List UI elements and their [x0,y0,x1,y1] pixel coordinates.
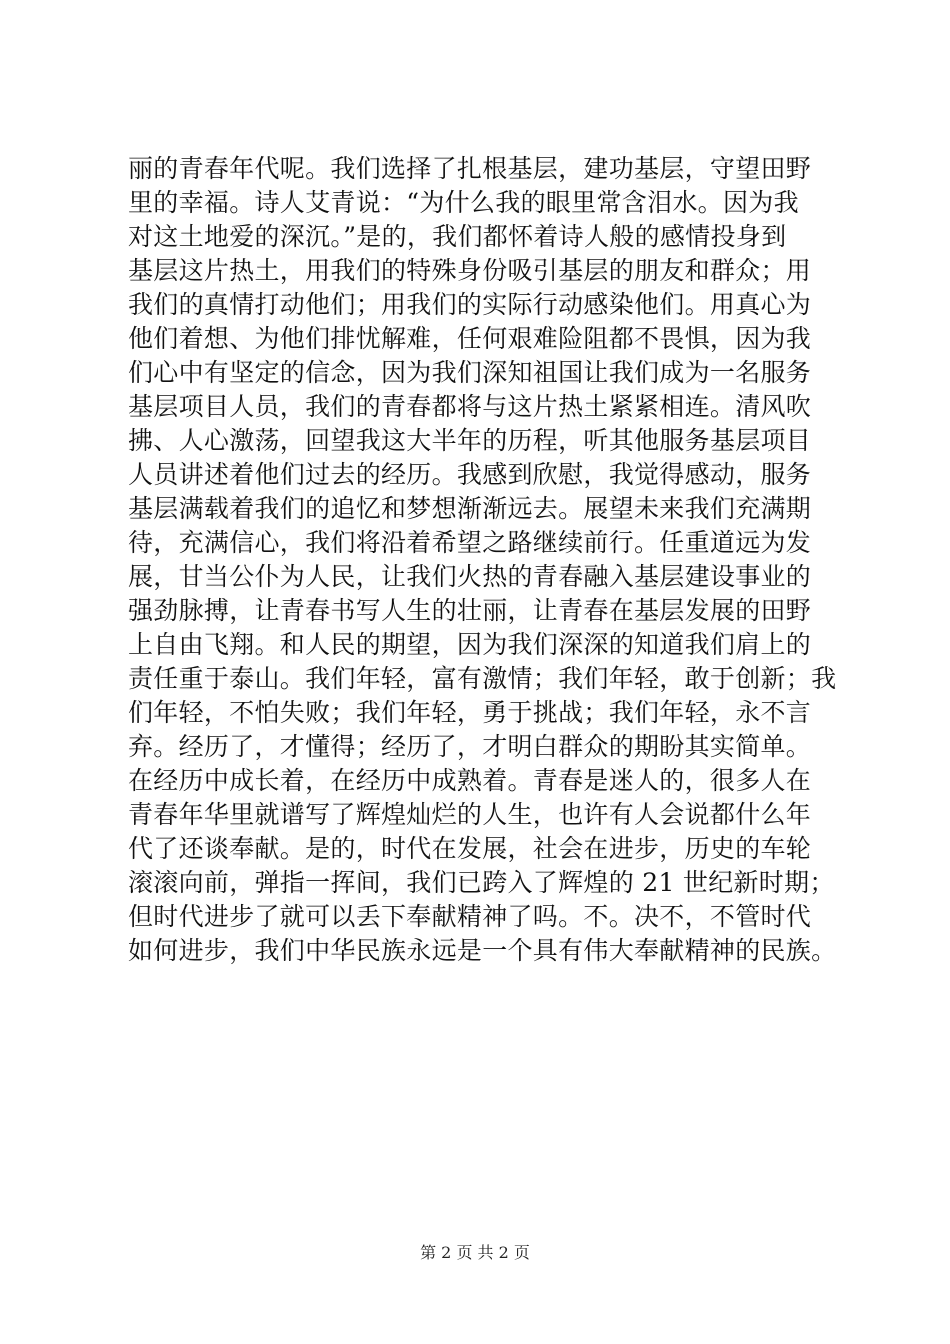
text-line: 基层项目人员，我们的青春都将与这片热土紧紧相连。清风吹 [128,392,812,421]
text-line: 弃。经历了，才懂得；经历了，才明白群众的期盼其实简单。 [128,732,812,761]
text-line: 基层满载着我们的追忆和梦想渐渐远去。展望未来我们充满期 [128,494,812,523]
text-line: 展，甘当公仆为人民，让我们火热的青春融入基层建设事业的 [128,562,812,591]
text-line: 强劲脉搏，让青春书写人生的壮丽，让青春在基层发展的田野 [128,596,812,625]
text-line: 对这土地爱的深沉。”是的，我们都怀着诗人般的感情投身到 [128,222,787,251]
text-line: 但时代进步了就可以丢下奉献精神了吗。不。决不，不管时代 [128,902,812,931]
text-line: 人员讲述着他们过去的经历。我感到欣慰，我觉得感动，服务 [128,460,812,489]
text-line: 青春年华里就谱写了辉煌灿烂的人生，也许有人会说都什么年 [128,800,812,829]
text-line: 丽的青春年代呢。我们选择了扎根基层，建功基层，守望田野 [128,154,812,183]
text-line: 基层这片热土，用我们的特殊身份吸引基层的朋友和群众；用 [128,256,812,285]
text-line: 我们的真情打动他们；用我们的实际行动感染他们。用真心为 [128,290,812,319]
text-line: 待，充满信心，我们将沿着希望之路继续前行。任重道远为发 [128,528,812,557]
text-line: 滚滚向前，弹指一挥间，我们已跨入了辉煌的 21 世纪新时期； [128,868,835,897]
page-number-footer: 第 2 页 共 2 页 [420,1243,530,1262]
text-line: 责任重于泰山。我们年轻，富有激情；我们年轻，敢于创新；我 [128,664,837,693]
text-line: 在经历中成长着，在经历中成熟着。青春是迷人的，很多人在 [128,766,812,795]
text-line: 他们着想、为他们排忧解难，任何艰难险阻都不畏惧，因为我 [128,324,812,353]
text-line: 上自由飞翔。和人民的期望，因为我们深深的知道我们肩上的 [128,630,812,659]
text-line: 们心中有坚定的信念，因为我们深知祖国让我们成为一名服务 [128,358,812,387]
body-paragraph [128,152,837,968]
text-line: 里的幸福。诗人艾青说：“为什么我的眼里常含泪水。因为我 [128,188,799,217]
text-line: 如何进步，我们中华民族永远是一个具有伟大奉献精神的民族。 [128,936,837,965]
text-line: 拂、人心激荡，回望我这大半年的历程，听其他服务基层项目 [128,426,812,455]
text-line: 代了还谈奉献。是的，时代在发展，社会在进步，历史的车轮 [128,834,812,863]
text-line: 们年轻，不怕失败；我们年轻，勇于挑战；我们年轻，永不言 [128,698,812,727]
